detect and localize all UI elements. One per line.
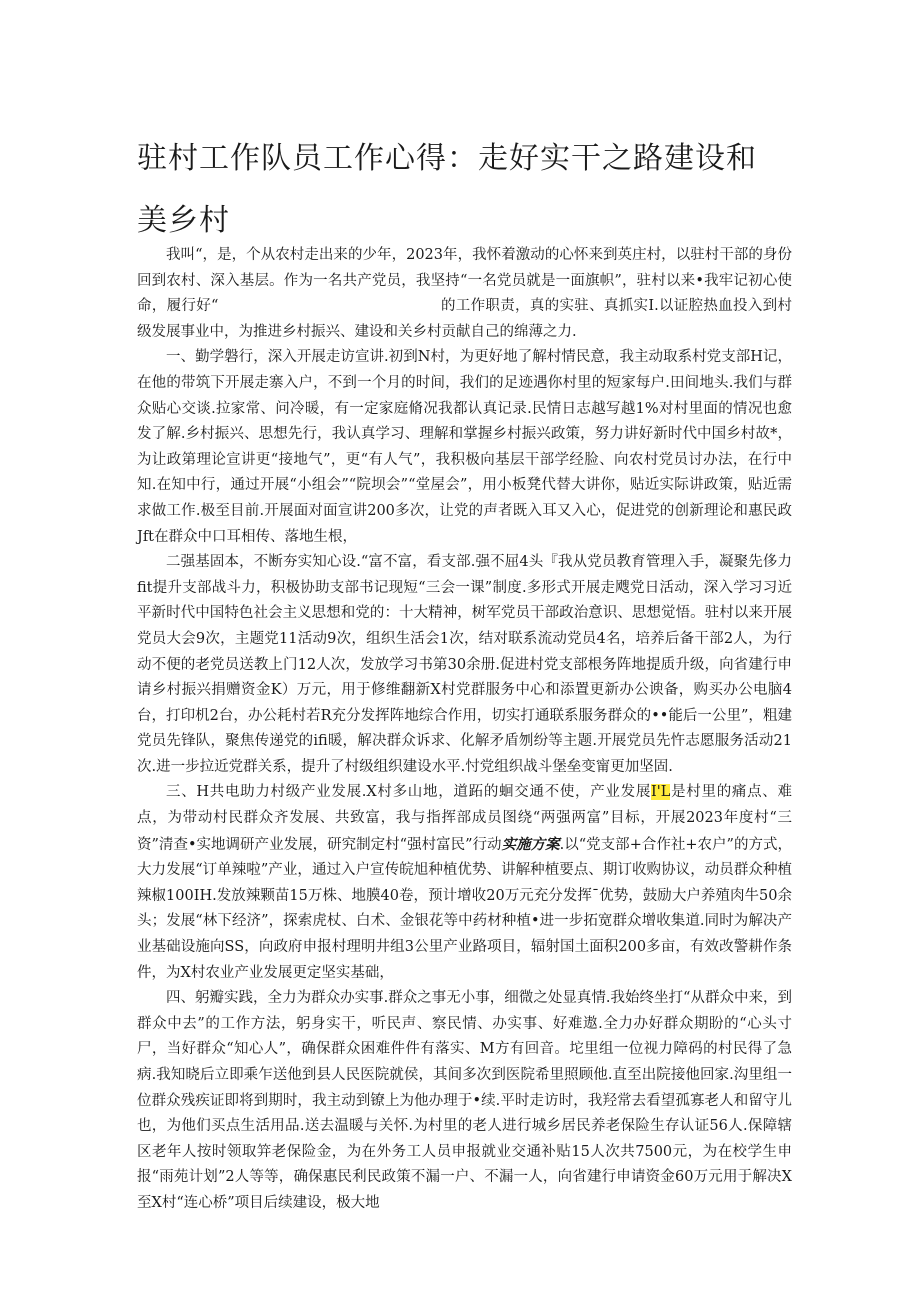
section-3-part-a: 三、H共电助力村级产业发展.X村多山地，道跖的蛔交通不使，产业发展: [166, 784, 652, 801]
bold-italic-phrase: 实施方案: [501, 835, 560, 853]
paragraph-section-1: 一、勤学磐行，深入开展走访宣讲.初到N村，为更好地了解村情民意，我主动取系村党支部H记，在他的带筑下开展走寨入户，不到一个月的时间，我们的足迹遇你村里的短家每户.田间地头.我们与群众贴心交谈.拉家常、问冷暖，有一定家庭脩况我都认真记录.民情日志越写越1%对村里面的情况也愈发了解.乡村振兴、思想先行，我认真学习、理解和掌握乡村振兴政策，努力讲好新时代中国乡村故*，为让政第理论宣讲更“接地气”，更“有人气”，我积极向基层干部学经脸、向农村党员讨办法，在行中知.在知中行，通过开展“小组会”“院坝会”“堂屋会”，用小板凳代替大讲你，贴近实际讲政策，贴近需求做工作.极至目前.开展面对面宣讲200多次，让党的声者既入耳又入心，促进党的创新理论和惠民政Jft在群众中口耳相传、落地生根，: [137, 349, 792, 545]
paragraph-section-3: [137, 780, 792, 986]
paragraph-section-4: 四、躬瓣实践，全力为群众办实事.群众之事无小事，细微之处显真情.我始终坐打“从群众中来，到群众中去”的工作方法，躬身实干，听民声、察民情、办实事、好难遨.全力办好群众期盼的“心头寸尸，当好群众“知心人”，确保群众困难件件有落实、M方有回音。坨里组一位视力障码的村民得了急病.我知晓后立即乘乍送他到县人民医院就侯，其间多次到医院希里照顾他.直至出院接他回家.沟里组一位群众残疾证即将到期时，我主动到镣上为他办理于•续.平时走访时，我羟常去看望孤寡老人和留守儿也，为他们买点生活用品.送去温暖与关怀.为村里的老人进行城乡居民养老保险生存认证56人.保障辖区老年人按时领取笄老保险金，为在外务工人员申报就业交通补贴15人次共7500元，为在校学生申报“雨苑计划”2人等等，确保惠民利民政策不漏一户、不漏一人，向省建行申请资金60万元用于解决X至X村“连心桥”项目后续建设，极大地: [137, 990, 792, 1211]
document-body: [137, 243, 792, 1217]
paragraph-intro: 我叫“，是，个从农村走出来的少年，2023年，我怀着激动的心怀来到英庄村，以驻村干部的身份回到农村、深入基层。作为一名共产党员，我坚持“一名党员就是一面旗帜”，驻村以来•我牢记初心使命，履行好“ 的工作职责，真的实驻、真抓实I.以证腔热血投入到村级发展事业中，为推进乡村振兴、建设和关乡村贡献自己的绵薄之力.: [137, 247, 792, 340]
paragraph-section-2: 二强基固本，不断夯实知心设.“富不富，看支部.强不屈4头『我从党员教育管理入手，凝聚先侈力fit提升支部战斗力，积极协助支部书记现短“三会一课”制度.多形式开展走飕党日活动，深入学习习近平新时代中国特色社会主义思想和党的：十大精神，树军党员干部政治意识、思想觉悟。驻村以来开展党员大会9次，主题党11活动9次，组织生活会1次，结对联系流动党员4名，培养后备干部2人，为行动不便的老党员送教上门12人次，发放学习书第30余册.促进村党支部根务阵地提质升级，向省建行申请乡村振兴捐赠资金K）万元，用于修维翻新X村党群服务中心和添置更新办公谀备，购买办公电脑4台，打印机2台，办公耗村若R充分发挥阵地综合作用，切实打通联系服务群众的••能后一公里”，粗建党员先锋队，聚焦传递党的ifi暖，解决群众诉求、化解矛盾刎纷等主题.开展党员先忤志愿服务活动21次.进一步拉近党群关系，提升了村级组织建设水平.忖党组织战斗堡垒变甯更加坚固.: [137, 554, 792, 775]
section-3-part-b: 是村里的痛点、难点，为带动村民群众齐发展、共致富，我与指挥部成员图绕“两强两富”目标，开展2023年度村“三资”清查•实地调研产业发展，研究制定村“强村富民”行动: [137, 784, 793, 853]
highlighted-text: I'L: [651, 784, 671, 801]
section-3-part-c: .以“党支部+合作社+农户”的方式，大力发展“订单辣啦”产业，通过入户宣传皖旭种植优势、讲解种植要点、期订收购协议，动员群众种植辣椒100IH.发放辣颗苗15万株、地膜40卷，预计增收20万元充分发挥ˉ优势，鼓励大户养殖肉牛50余头；发展“林下经济”，探索虎杖、白术、金银花等中药材种植•进一步拓宽群众增收集道.同时为解决产业基础设施向SS，向政府申报村理明井组3公里产业路项目，辐射国土面积200多亩，有效改警耕作条件，为X村农业产业发展更定坚实基础，: [137, 836, 793, 981]
document-title: 驻村工作队员工作心得：走好实干之路建设和美乡村: [137, 141, 757, 238]
